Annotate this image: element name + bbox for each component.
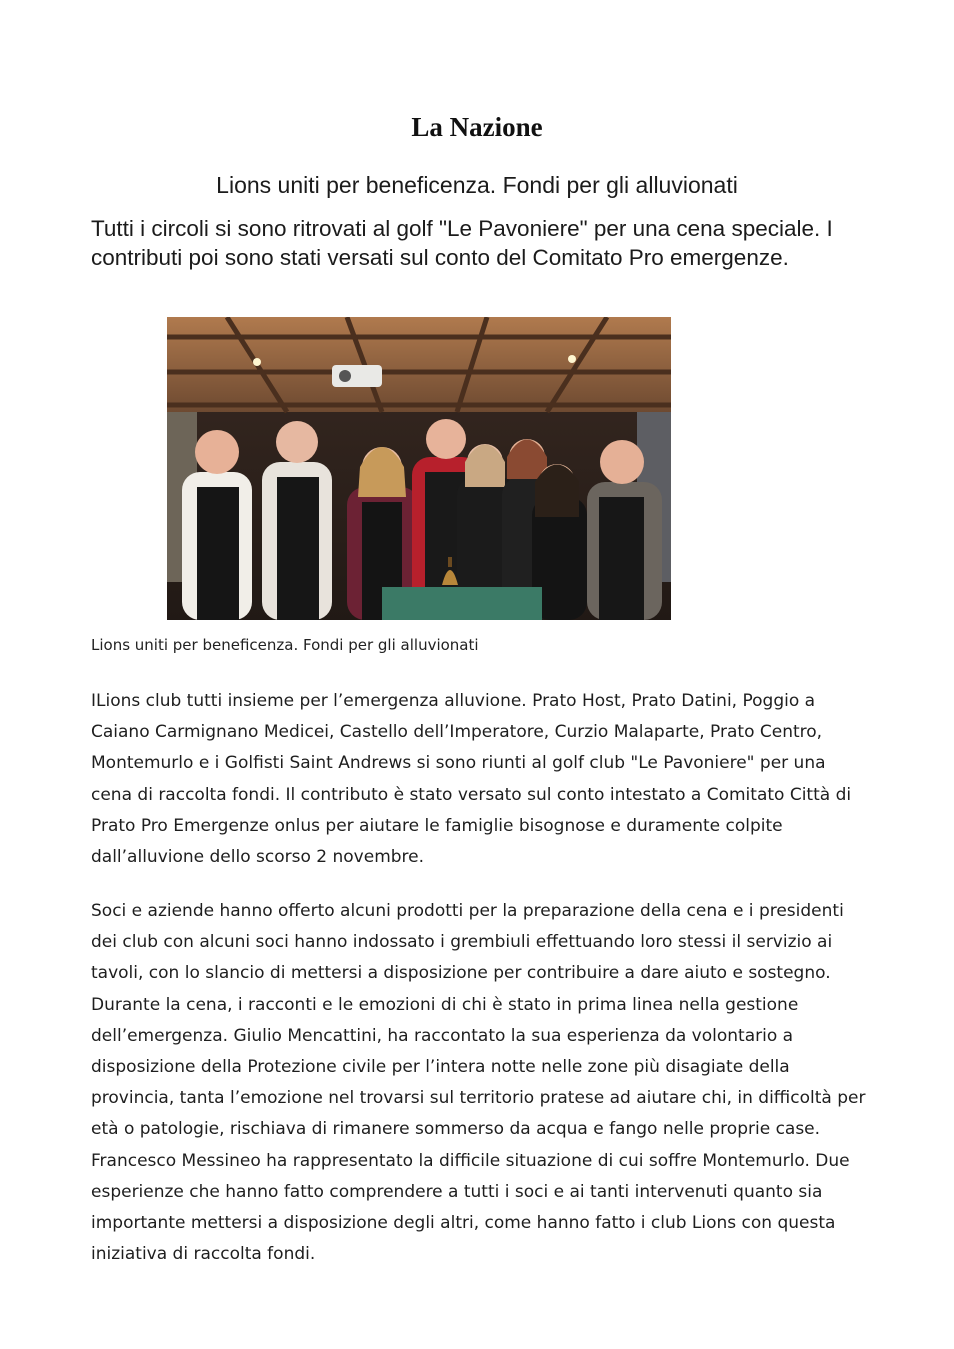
article-paragraph: Soci e aziende hanno offerto alcuni prodotti per la preparazione della cena e i presidenti dei club con alcuni soci hanno indossato i grembiuli effettuando loro stessi il servizio ai tavoli, con lo slancio di mettersi a disposizione per contribuire a dare aiuto e sostegno. Durante la cena, i racconti e le emozioni di chi è stato in prima linea nella gestione dell’emergenza. Giulio Mencattini, ha raccontato la sua esperienza da volontario a disposizione della Protezione civile per l’intera notte nelle zone più disagiate della provincia, tanta l’emozione nel trovarsi sul territorio pratese ad aiutare chi, in difficoltà per età o patologie, rischiava di rimanere sommerso da acqua e fango nelle proprie case. Francesco Messineo ha rappresentato la difficile situazione di cui soffre Montemurlo. Due esperienze che hanno fatto comprendere a tutti i soci e ai tanti intervenuti quanto sia importante mettersi a disposizione degli altri, come hanno fatto i club Lions con questa iniziativa di raccolta fondi. bbox=[91, 901, 866, 1265]
newspaper-masthead: La Nazione bbox=[411, 112, 543, 142]
article-photo bbox=[167, 317, 671, 620]
photo-caption: Lions uniti per beneficenza. Fondi per gli alluvionati bbox=[91, 636, 479, 654]
article-headline: Lions uniti per beneficenza. Fondi per gli alluvionati bbox=[216, 172, 738, 198]
article-paragraph: ILions club tutti insieme per l’emergenza alluvione. Prato Host, Prato Datini, Poggio a Caiano Carmignano Medicei, Castello dell’Imperatore, Curzio Malaparte, Prato Centro, Montemurlo e i Golfisti Saint Andrews si sono riunti al golf club "Le Pavoniere" per una cena di raccolta fondi. Il contributo è stato versato sul conto intestato a Comitato Città di Prato Pro Emergenze onlus per aiutare le famiglie bisognose e duramente colpite dall’alluvione dello scorso 2 novembre. bbox=[91, 691, 852, 868]
article-subheadline: Tutti i circoli si sono ritrovati al golf "Le Pavoniere" per una cena speciale. I contributi poi sono stati versati sul conto del Comitato Pro emergenze. bbox=[91, 216, 833, 270]
